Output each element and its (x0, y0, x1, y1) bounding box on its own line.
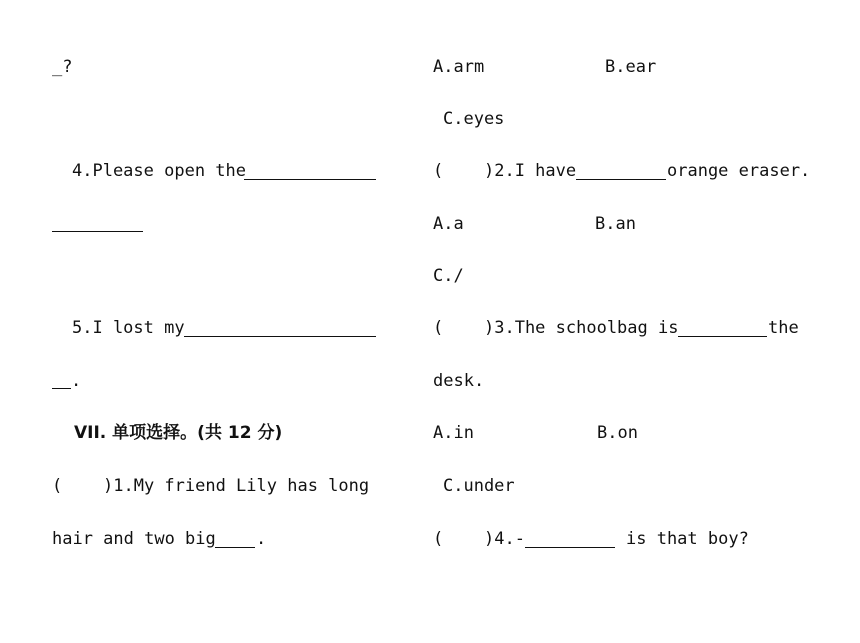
question-fragment: _? (52, 57, 73, 77)
mc-1-paren[interactable]: ( (52, 476, 63, 496)
mc-1-option-c[interactable]: C.eyes (443, 109, 505, 129)
mc-3-option-c[interactable]: C.under (443, 476, 515, 496)
answer-blank-mc-3[interactable] (678, 336, 767, 337)
answer-blank-mc-4[interactable] (525, 547, 615, 548)
mc-3-question-line2: desk. (433, 371, 485, 391)
mc-2-option-c[interactable]: C./ (433, 266, 464, 286)
question-5-tail: . (71, 371, 82, 391)
mc-3-paren[interactable]: ( (433, 318, 444, 338)
mc-1-question: )1.My friend Lily has long (103, 476, 370, 496)
mc-2-question: )2.I have (484, 161, 577, 181)
mc-3-tail: the (768, 318, 799, 338)
mc-4-tail: is that boy? (626, 529, 749, 549)
answer-blank-q5[interactable] (184, 336, 376, 337)
mc-1-option-a[interactable]: A.arm (433, 57, 485, 77)
question-5-prompt: 5.I lost my (72, 318, 185, 338)
mc-1-question-line2: hair and two big (52, 529, 216, 549)
mc-1-option-b[interactable]: B.ear (605, 57, 657, 77)
mc-4-question: )4.- (484, 529, 525, 549)
mc-2-option-a[interactable]: A.a (433, 214, 464, 234)
answer-blank-q4-continued[interactable] (52, 231, 143, 232)
section-title: VII. 单项选择。(共 12 分) (74, 423, 283, 443)
mc-1-tail: . (256, 529, 267, 549)
mc-3-question: )3.The schoolbag is (484, 318, 679, 338)
mc-3-option-a[interactable]: A.in (433, 423, 474, 443)
mc-3-option-b[interactable]: B.on (597, 423, 638, 443)
question-4-prompt: 4.Please open the (72, 161, 246, 181)
answer-blank-mc-1[interactable] (215, 547, 255, 548)
mc-2-tail: orange eraser. (667, 161, 811, 181)
mc-2-option-b[interactable]: B.an (595, 214, 636, 234)
answer-blank-q4[interactable] (244, 179, 376, 180)
answer-blank-mc-2[interactable] (576, 179, 666, 180)
mc-4-paren[interactable]: ( (433, 529, 444, 549)
answer-blank-q5-continued[interactable] (52, 388, 71, 389)
mc-2-paren[interactable]: ( (433, 161, 444, 181)
